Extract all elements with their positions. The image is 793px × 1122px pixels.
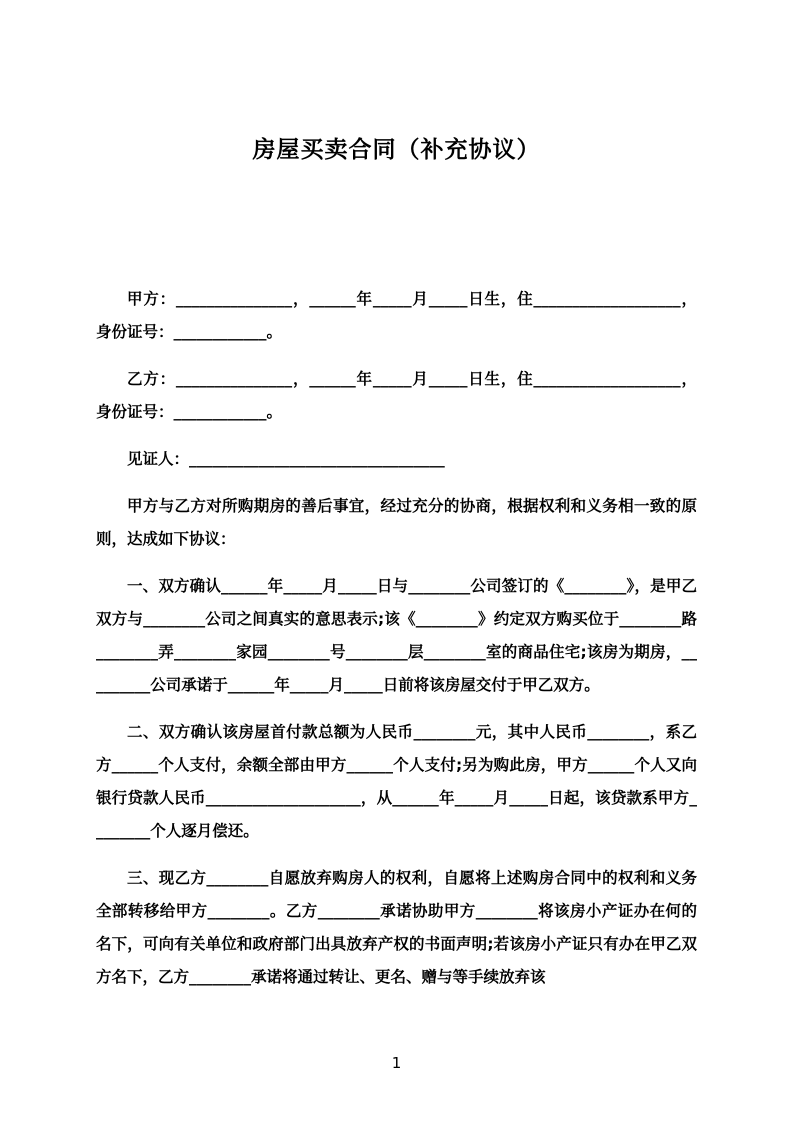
paragraph: 见证人：_________________________________ xyxy=(127,450,445,468)
paragraph: 甲方与乙方对所购期房的善后事宜，经过充分的协商，根据权利和义务相一致的原则，达成如下协议： xyxy=(96,497,697,548)
page-number: 1 xyxy=(391,1054,402,1072)
paragraph: 三、现乙方________自愿放弃购房人的权利，自愿将上述购房合同中的权利和义务全部转移给甲方________。乙方________承诺协助甲方________将该房小产证办在何的名下，可向有关单位和政府部门出具放弃产权的书面声明;若该房小产证只有办在甲乙双方名下，乙方________承诺将通过转让、更名、赠与等手续放弃该 xyxy=(96,869,697,986)
paragraph: 一、双方确认______年_____月_____日与________公司签订的《________》，是甲乙双方与________公司之间真实的意思表示;该《________》约定双方购买位于________路________弄________家园________号________层________室的商品住宅;该房为期房，_________公司承诺于______年_____月_____日前将该房屋交付于甲乙双方。 xyxy=(96,577,697,694)
paragraph: 二、双方确认该房屋首付款总额为人民币________元，其中人民币________，系乙方______个人支付，余额全部由甲方______个人支付;另为购此房，甲方______个人又向银行贷款人民币____________________，从______年_____月_____日起，该贷款系甲方________个人逐月偿还。 xyxy=(96,723,697,840)
document-title: 房屋买卖合同（补充协议） xyxy=(252,137,541,163)
paragraph: 甲方：_______________，______年_____月_____日生，住___________________，身份证号：____________。 xyxy=(96,290,697,341)
document-body xyxy=(96,283,697,994)
paragraph: 乙方：_______________，______年_____月_____日生，住___________________，身份证号：____________。 xyxy=(96,370,697,421)
